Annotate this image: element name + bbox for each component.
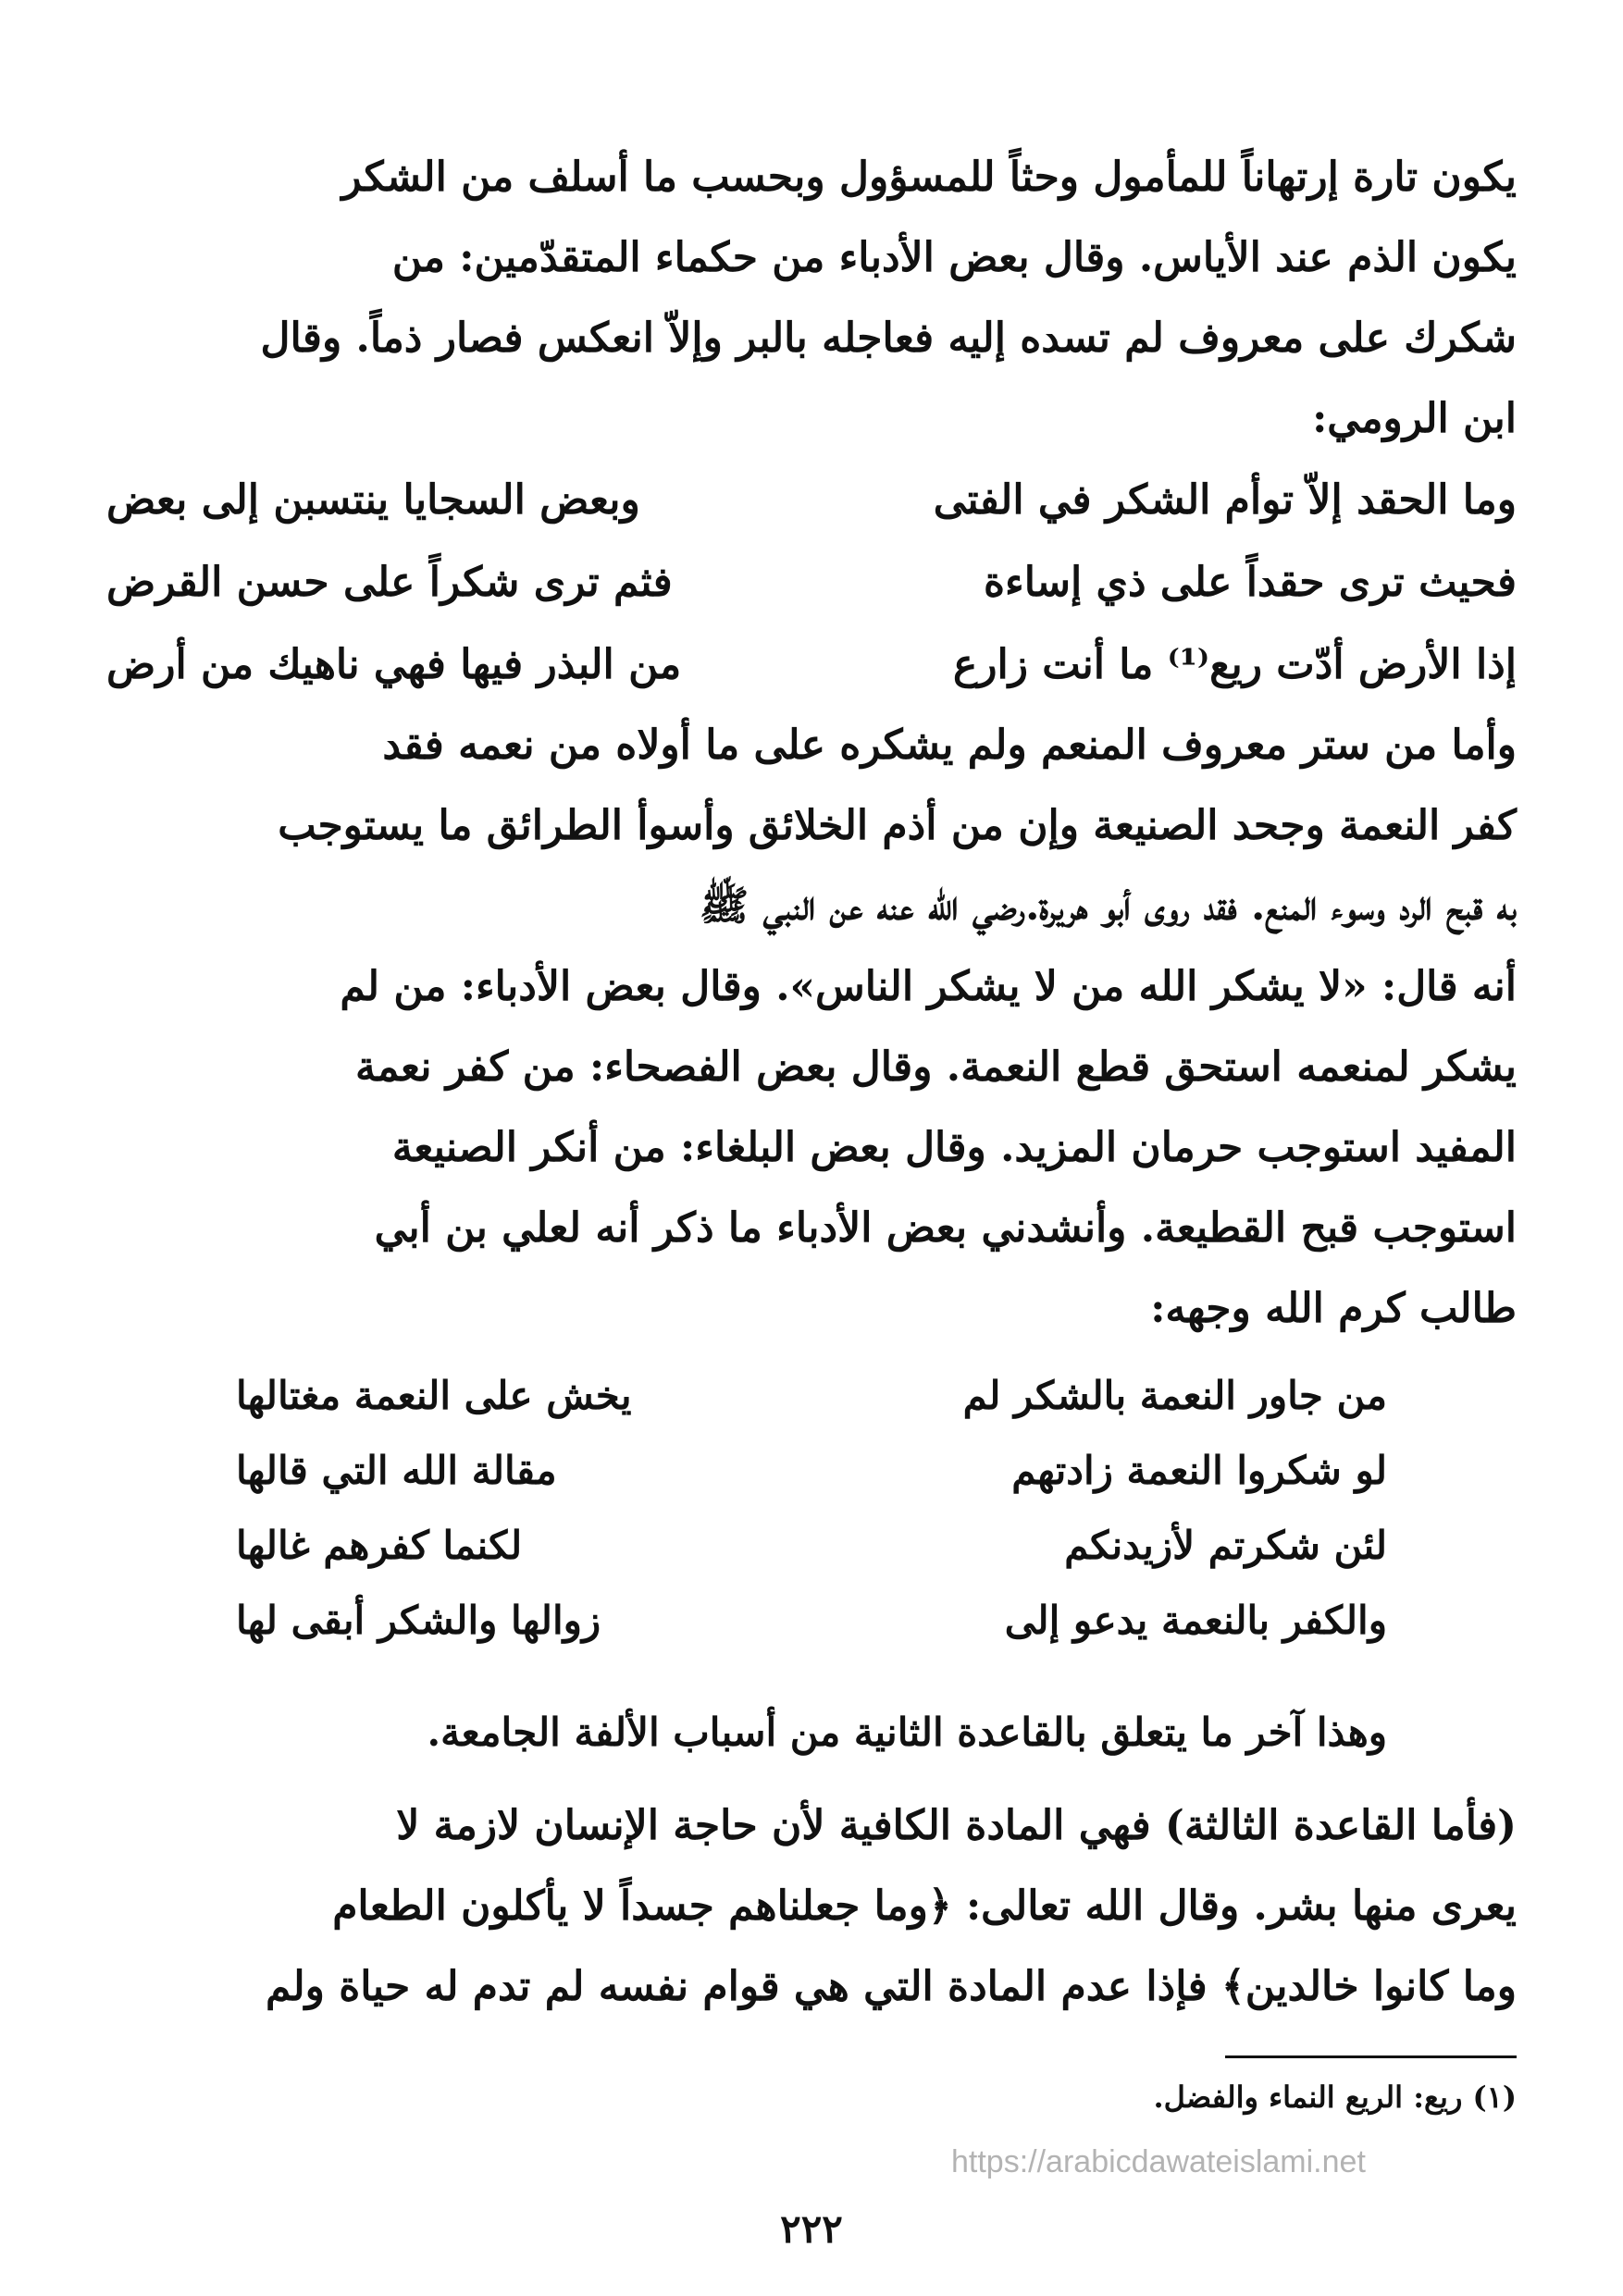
hemistich-first: من جاور النعمة بالشكر لم (962, 1373, 1387, 1418)
hemistich-second: يخش على النعمة مغتالها (236, 1373, 632, 1418)
text-line: أنه قال: «لا يشكر الله من لا يشكر الناس». وقال بعض الأدباء: من لم (340, 963, 1517, 1010)
page-number: ٢٢٢ (780, 2206, 843, 2252)
hemistich-second: وبعض السجايا ينتسبن إلى بعض (106, 476, 640, 524)
text-line: طالب كرم الله وجهه: (1150, 1285, 1517, 1332)
verse-line (236, 1433, 1387, 1508)
hemistich-second: لكنما كفرهم غالها (236, 1523, 523, 1568)
text-line: كفر النعمة وجحد الصنيعة وإن من أذم الخلائق وأسوأ الطرائق ما يستوجب (278, 802, 1517, 849)
poem-ali-ibn-abi-talib (236, 1358, 1387, 1658)
poem-ibn-al-rumi (106, 459, 1517, 706)
hemistich-first: فحيث ترى حقداً على ذي إساءة (983, 559, 1517, 606)
text-line: شكرك على معروف لم تسده إليه فعاجله بالبر وإلاّ انعكس فصار ذماً. وقال (260, 315, 1517, 362)
closing-line: وهذا آخر ما يتعلق بالقاعدة الثانية من أسباب الألفة الجامعة. (427, 1710, 1387, 1755)
hemistich-first: لو شكروا النعمة زادتهم (1011, 1448, 1387, 1493)
text-line: (فأما القاعدة الثالثة) فهي المادة الكافية لأن حاجة الإنسان لازمة لا (396, 1802, 1517, 1849)
text-line: يشكر لمنعمه استحق قطع النعمة. وقال بعض الفصحاء: من كفر نعمة (355, 1043, 1517, 1091)
hemistich-second: زوالها والشكر أبقى لها (236, 1598, 601, 1643)
text-line: يكون الذم عند الأياس. وقال بعض الأدباء من حكماء المتقدّمين: من (391, 234, 1517, 281)
text-line: وأما من ستر معروف المنعم ولم يشكره على ما أولاه من نعمه فقد (382, 722, 1517, 769)
text-line: استوجب قبح القطيعة. وأنشدني بعض الأدباء ما ذكر أنه لعلي بن أبي (374, 1204, 1517, 1252)
hemistich-first: والكفر بالنعمة يدعو إلى (1004, 1598, 1387, 1643)
verse-line (236, 1358, 1387, 1433)
paragraph-1 (106, 137, 1517, 459)
footnote-divider (1225, 2055, 1517, 2058)
hemistich-second: فثم ترى شكراً على حسن القرض (106, 559, 673, 606)
verse-line (106, 459, 1517, 541)
text-line: وما كانوا خالدين﴾ فإذا عدم المادة التي هي قوام نفسه لم تدم له حياة ولم (265, 1963, 1517, 2010)
verse-line (106, 623, 1517, 706)
text-line: ابن الرومي: (1312, 395, 1517, 442)
text-line: يعرى منها بشر. وقال الله تعالى: ﴿وما جعلناهم جسداً لا يأكلون الطعام (332, 1882, 1517, 1930)
text-line: يكون تارة إرتهاناً للمأمول وحثاً للمسؤول وبحسب ما أسلف من الشكر (341, 154, 1517, 201)
verse-line (106, 541, 1517, 623)
verse-line (236, 1583, 1387, 1658)
text-line: المفيد استوجب حرمان المزيد. وقال بعض البلغاء: من أنكر الصنيعة (391, 1124, 1517, 1171)
watermark-url: https://arabicdawateislami.net (951, 2144, 1366, 2179)
hemistich-first: إذا الأرض أدّت ريع⁽¹⁾ ما أنت زارع (953, 641, 1517, 688)
verse-line (236, 1508, 1387, 1583)
paragraph-3 (106, 1785, 1517, 2027)
footnote: (١) ريع: الريع النماء والفضل. (1153, 2080, 1517, 2115)
hemistich-first: لئن شكرتم لأزيدنكم (1064, 1523, 1387, 1568)
text-line: به قبح الرد وسوء المنع. فقد روى أبو هريرة.رضي الله عنه عن النبي ﷺ (700, 883, 1517, 930)
hemistich-second: مقالة الله التي قالها (236, 1448, 557, 1493)
paragraph-2 (106, 705, 1517, 1349)
hemistich-second: من البذر فيها فهي ناهيك من أرض (106, 641, 682, 688)
hemistich-first: وما الحقد إلاّ توأم الشكر في الفتى (933, 476, 1517, 524)
